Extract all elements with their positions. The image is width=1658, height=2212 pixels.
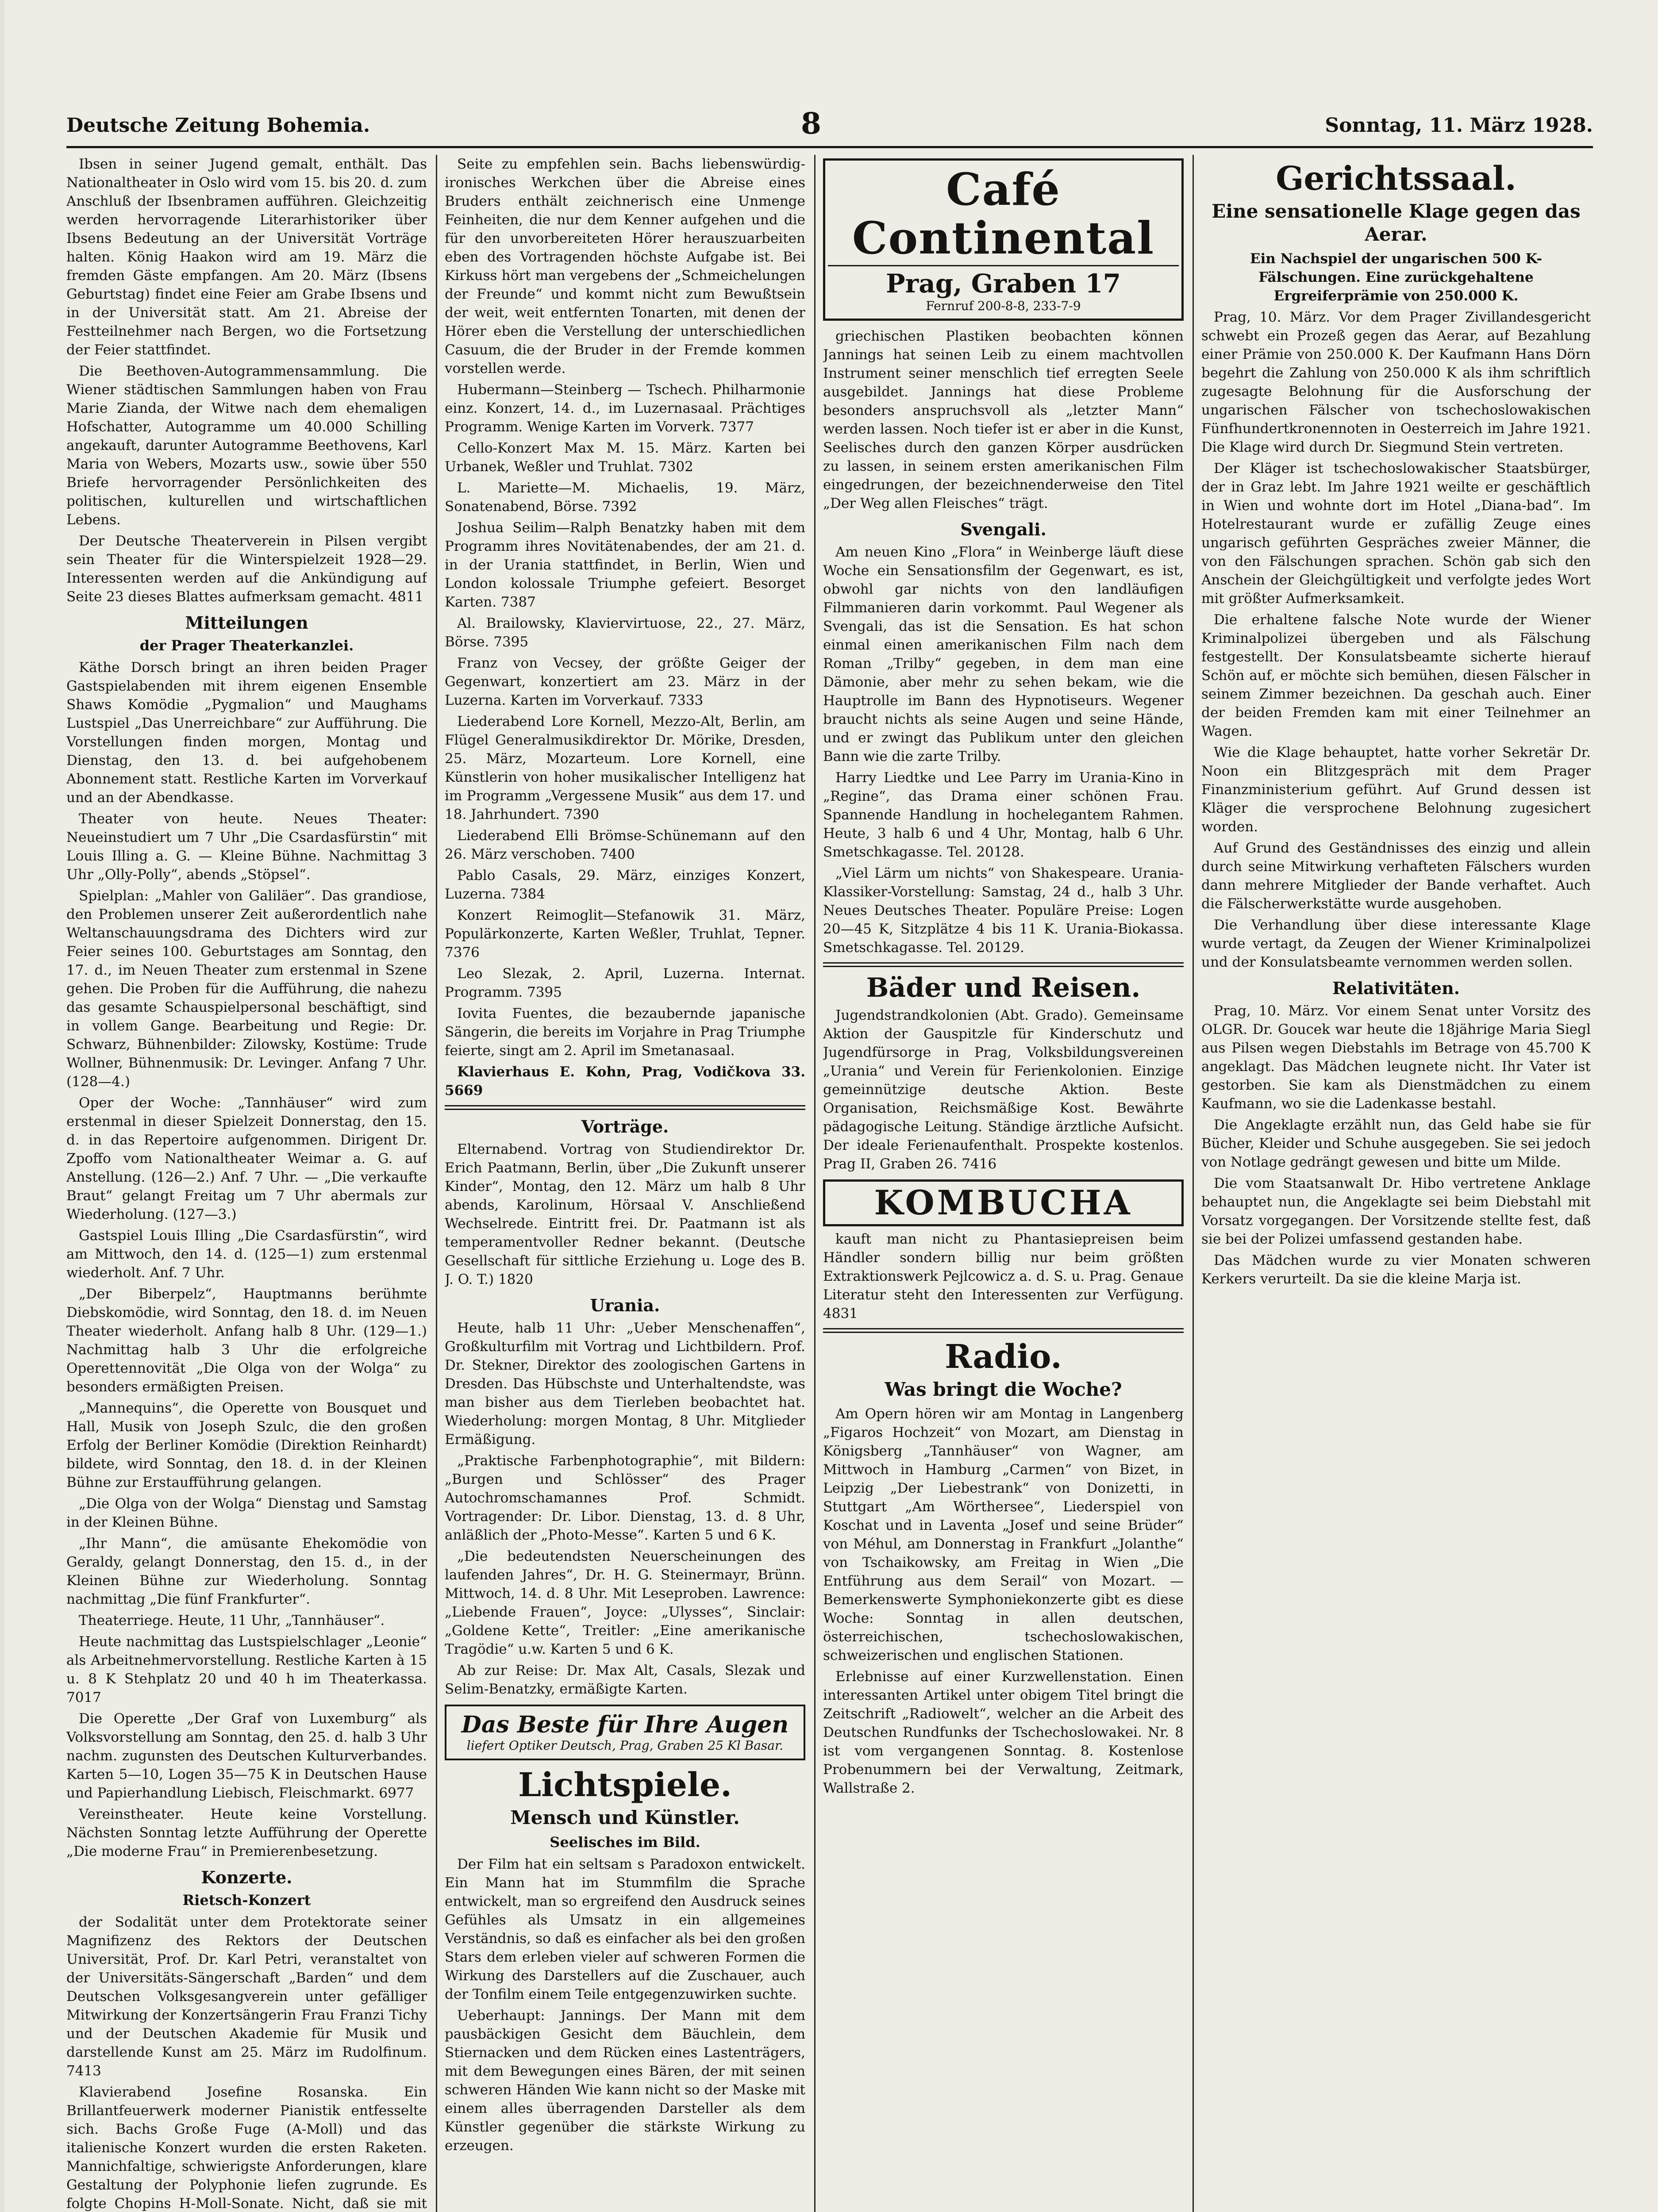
notice-olga: „Die Olga von der Wolga“ Dienstag und Samstag in der Kleinen Bühne. xyxy=(66,1496,427,1530)
section-subheading-rietsch: Rietsch-Konzert xyxy=(182,1892,311,1909)
notice-dorsch: Käthe Dorsch bringt an ihren beiden Prager Gastspielabenden mit ihrem eigenen Ensemble Shaws Komödie „Pygmalion“ und Maughams Lustspiel „Das Unerreichbare“ zur Aufführung. Die Vorstellungen finden morgen, Montag und Dienstag, den 13. d. bei aufgehobenem Abonnement statt. Restliche Karten im Vorverkauf und an der Abendkasse. xyxy=(66,660,427,806)
article-svengali: Am neuen Kino „Flora“ in Weinberge läuft diese Woche ein Sensationsfilm der Gegenwart, es ist, obwohl gar nichts von den landläufigen Filmmanieren darin vorkommt. Paul Wegener als Svengali, das ist die Sensation. Es hat schon einmal einen amerikanischen Film nach dem Roman „Trilby“ gegeben, in dem man eine Dämonie, aber mehr zu sehen bekam, wie die Hauptrolle im Bann des Hypnotiseurs. Wegener braucht nichts als seine Augen und seine Hände, und er zwingt das Publikum unter den gleichen Bann wie die zarte Trilby. xyxy=(823,544,1184,764)
advertisement-optiker xyxy=(445,1705,805,1760)
article-relativ-p1: Prag, 10. März. Vor einem Senat unter Vorsitz des OLGR. Dr. Goucek war heute die 18jährige Maria Siegl aus Pilsen wegen Diebstahls im Betrage von 45.700 K angeklagt. Das Mädchen leugnete nicht. Ihr Vater ist gestorben. Sie kam als Dienstmädchen zu einem Kaufmann, wo sie die Ladenkasse bestahl. xyxy=(1201,1003,1591,1112)
advertisement-kombucha: KOMBUCHA xyxy=(823,1179,1184,1226)
section-heading-gerichtssaal: Gerichtssaal. xyxy=(1276,160,1516,198)
page-edge-shadow xyxy=(0,0,4,2212)
section-heading-mitteilungen: Mitteilungen xyxy=(185,613,308,633)
article-subtitle-seelisches: Seelisches im Bild. xyxy=(550,1834,700,1851)
article-relativ-p4: Das Mädchen wurde zu vier Monaten schweren Kerkers verurteilt. Da sie die kleine Marja ist. xyxy=(1201,1252,1591,1287)
notice-biberpelz: „Der Biberpelz“, Hauptmanns berühmte Diebskomödie, wird Sonntag, den 18. d. im Neuen Theater wiederholt. Anfang halb 8 Uhr. (129—1.) Nachmittag halb 3 Uhr die erfolgreiche Operettennovität „Die Olga von der Wolga“ zu besonders ermäßigten Preisen. xyxy=(66,1286,427,1395)
column-3 xyxy=(823,155,1184,2212)
column-rule-1 xyxy=(436,155,437,2212)
masthead xyxy=(66,106,1593,148)
article-lead: Ein Nachspiel der ungarischen 500 K-Fälschungen. Eine zurückgehaltene Ergreiferprämie von 250.000 K. xyxy=(1250,251,1543,304)
ad-kombucha-text: kauft man nicht zu Phantasiepreisen beim Händler sondern billig nur beim größten Extraktionswerk Pejlcowicz a. d. S. u. Prag. Genaue Literatur steht den Interessenten zur Verfügung. 4831 xyxy=(823,1231,1184,1321)
section-heading-vortraege: Vorträge. xyxy=(581,1117,669,1137)
notice-kornell: Liederabend Lore Kornell, Mezzo-Alt, Berlin, am Flügel Generalmusikdirektor Dr. Mörike, Dresden, 25. März, Mozarteum. Lore Kornell, eine Künstlerin von hoher musikalischer Intelligenz hat im Programm „Vergessene Musik“ aus dem 17. und 18. Jahrhundert. 7390 xyxy=(445,714,805,822)
section-heading-baeder: Bäder und Reisen. xyxy=(866,972,1141,1003)
article-relativ-p2: Die Angeklagte erzählt nun, das Geld habe sie für Bücher, Kleider und Schuhe ausgegeben. Sie sei jedoch von Notlage gedrängt gewesen und bitte um Milde. xyxy=(1201,1117,1591,1170)
notice-vereinstheater: Vereinstheater. Heute keine Vorstellung. Nächsten Sonntag letzte Aufführung der Operette „Die moderne Frau“ in Premierenbesetzung. xyxy=(66,1806,427,1859)
issue-date: Sonntag, 11. März 1928. xyxy=(1325,114,1593,137)
notice-cello: Cello-Konzert Max M. 15. März. Karten bei Urbanek, Weßler und Truhlat. 7302 xyxy=(445,440,805,475)
divider xyxy=(445,1105,805,1110)
article-klage-p1: Prag, 10. März. Vor dem Prager Zivillandesgericht schwebt ein Prozeß gegen das Aerar, auf Bezahlung einer Prämie von 250.000 K. Der Kaufmann Hans Dörn begehrt die Zahlung von 250.000 K als ihm schriftlich zugesagte Belohnung für die Ausforschung der ungarischen Fälscher von tschechoslowakischen Fünfhundertkronennoten in Oesterreich im Jahre 1921. Die Klage wird durch Dr. Siegmund Stein vertreten. xyxy=(1201,309,1591,455)
section-heading-urania: Urania. xyxy=(590,1295,660,1315)
notice-farbenphotographie: „Praktische Farbenphotographie“, mit Bildern: „Burgen und Schlösser“ des Prager Autochromschamannes Prof. Schmidt. Vortragender: Dr. Libor. Dienstag, 13. d. 8 Uhr, anläßlich der „Photo-Messe“. Karten 5 und 6 K. xyxy=(445,1453,805,1543)
notice-graf-luxemburg: Die Operette „Der Graf von Luxemburg“ als Volksvorstellung am Sonntag, den 25. d. halb 3 Uhr nachm. zugunsten des Deutschen Kulturverbandes. Karten 5—10, Logen 35—75 K in Deutschen Hause und Papierhandlung Liebisch, Fleischmarkt. 6977 xyxy=(66,1711,427,1801)
article-klage-p5: Auf Grund des Geständnisses des einzig und allein durch seine Mitwirkung verhafteten Fälschers wurden dann mehrere Mitglieder der Bande verhaftet. Auch die Fälscherwerkstätte wurde ausgehoben. xyxy=(1201,840,1591,912)
article-relativ-p3: Die vom Staatsanwalt Dr. Hibo vertretene Anklage behauptet nun, die Angeklagte sei beim Diebstahl mit Vorsatz vorgegangen. Der Vorsitzende stellte fest, daß sie bei der Polizei umfassend gestanden habe. xyxy=(1201,1175,1591,1247)
section-heading-relativitaeten: Relativitäten. xyxy=(1332,978,1460,998)
article-jannings: Ueberhaupt: Jannings. Der Mann mit dem pausbäckigen Gesicht dem Bäuchlein, dem Stiernacken und dem Rücken eines Lastenträgers, mit dem Bewegungen eines Bären, der mit seinen schweren Händen Wie kann nicht so der Maske mit einem alles überragenden Darsteller als dem Künstler gegenüber die stärkste Wirkung zu erzeugen. xyxy=(445,2008,805,2154)
notice-mannequins: „Mannequins“, die Operette von Bousquet und Hall, Musik von Joseph Szulc, die den großen Erfolg der Berliner Komödie (Direktion Reinhardt) bildete, wird Sonntag, den 18. d. in der Kleinen Bühne zur Erstaufführung gelangen. xyxy=(66,1400,427,1490)
article-klage-p6: Die Verhandlung über diese interessante Klage wurde vertagt, da Zeugen der Wiener Kriminalpolizei und der Konsulatsbeamte vernommen werden sollen. xyxy=(1201,917,1591,970)
column-4 xyxy=(1201,155,1591,2212)
ad-optiker-title: Das Beste für Ihre Augen xyxy=(461,1711,789,1738)
notice-opera-week: Oper der Woche: „Tannhäuser“ wird zum erstenmal in dieser Spielzeit Donnerstag, den 15. d. in das Repertoire aufgenommen. Dirigent Dr. Zpoffo vom Nationaltheater Weimar a. G. auf Anstellung. (126—2.) Anf. 7 Uhr. — „Die verkaufte Braut“ gelangt Freitag um 7 Uhr abermals zur Wiederholung. (127—3.) xyxy=(66,1095,427,1222)
page-number: 8 xyxy=(801,106,821,141)
column-2 xyxy=(445,155,805,2212)
notice-selim-benatzky: Joshua Seilim—Ralph Benatzky haben mit dem Programm ihres Novitätenabendes, der am 21. d. in der Urania stattfindet, in Berlin, Wien und London kolossale Triumphe gefeiert. Besorget Karten. 7387 xyxy=(445,520,805,610)
notice-menschenaffen: Heute, halb 11 Uhr: „Ueber Menschenaffen“, Großkulturfilm mit Vortrag und Lichtbildern. Prof. Dr. Stekner, Direktor des zoologischen Gartens in Dresden. Das Hübschste und Unterhaltendste, was man bisher aus dem Tierleben beobachtet hat. Wiederholung: morgen Montag, 8 Uhr. Mitglieder Ermäßigung. xyxy=(445,1320,805,1448)
article-ibsen: Ibsen in seiner Jugend gemalt, enthält. Das Nationaltheater in Oslo wird vom 15. bis 20. d. zum Anschluß der Ibsenbramen aufführen. Gleichzeitig werden hervorragende Literarhistoriker über Ibsens Bedeutung an der Universität Vorträge halten. König Haakon wird am 19. März die fremden Gäste empfangen. Am 20. März (Ibsens Geburtstag) findet eine Feier am Grabe Ibsens und in der Universität statt. Am 21. Abreise der Festteilnehmer nach Bergen, wo die Fortsetzung der Feier stattfindet. xyxy=(66,156,427,358)
notice-fuentes: Iovita Fuentes, die bezaubernde japanische Sängerin, die bereits im Vorjahre in Prag Triumphe feierte, singt am 2. April im Smetanasaal. xyxy=(445,1006,805,1059)
ad-cafe-title: Café Continental xyxy=(852,163,1155,264)
notice-reimoglit: Konzert Reimoglit—Stefanowik 31. März, Populärkonzerte, Karten Weßler, Truhlat, Tepner. 7376 xyxy=(445,907,805,960)
article-klage-p2: Der Kläger ist tschechoslowakischer Staatsbürger, der in Graz lebt. Im Jahre 1921 weilte er geschäftlich in Wien und wohnte dort im Hotel „Diana-bad“. Im Hotelrestaurant wurde er zufällig Zeuge eines ungarisch geführten Gespräches zweier Männer, die von den Fälschungen sprachen. Schön gab sich den Anschein der Gleichgültigkeit und verfolgte jedes Wort mit größter Aufmerksamkeit. xyxy=(1201,461,1591,607)
notice-theaterverein: Der Deutsche Theaterverein in Pilsen vergibt sein Theater für die Winterspielzeit 1928—29. Interessenten werden auf die Ankündigung auf Seite 23 dieses Blattes aufmerksam gemacht. 4811 xyxy=(66,533,427,605)
notice-rietsch-konzert: der Sodalität unter dem Protektorate seiner Magnifizenz des Rektors der Deutschen Universität, Prof. Dr. Karl Petri, veranstaltet von der Universitäts-Sängerschaft „Barden“ und dem Deutschen Volksgesangverein unter gefälliger Mitwirkung der Konzertsängerin Frau Franzi Tichy und der Deutschen Akademie für Musik und darstellende Kunst am 25. März im Rudolfinum. 7413 xyxy=(66,1914,427,2079)
section-heading-svengali: Svengali. xyxy=(960,519,1046,539)
article-klage-p4: Wie die Klage behauptet, hatte vorher Sekretär Dr. Noon ein Blitzgespräch mit dem Prager Finanzministerium geführt. Auf Grund dessen ist Kläger die versprochene Belohnung zugesichert worden. xyxy=(1201,745,1591,835)
notice-theaterriege: Theaterriege. Heute, 11 Uhr, „Tannhäuser“. xyxy=(79,1613,385,1628)
notice-leonie: Heute nachmittag das Lustspielschlager „Leonie“ als Arbeitnehmervorstellung. Restliche Karten à 15 u. 8 K Stehplatz 20 und 40 h im Theaterkassa. 7017 xyxy=(66,1634,427,1705)
article-klage-p3: Die erhaltene falsche Note wurde der Wiener Kriminalpolizei übergeben und als Fälschung festgestellt. Der Konsulatsbeamte sicherte hierauf Schön auf, er möchte sich bemühen, diesen Fälscher in seinem Zimmer bezeichnen. Da geschah auch. Einer der beiden Fremden kam mit einer Teilnehmer an Wagen. xyxy=(1201,612,1591,739)
section-heading-radio: Radio. xyxy=(945,1338,1062,1376)
column-1 xyxy=(66,155,427,2212)
notice-viel-laerm: „Viel Lärm um nichts“ von Shakespeare. Urania-Klassiker-Vorstellung: Samstag, 24 d., halb 3 Uhr. Neues Deutsches Theater. Populäre Preise: Logen 20—45 K, Sitzplätze 4 bis 11 K. Urania-Biokassa. Smetschkagasse. Tel. 20129. xyxy=(823,865,1184,956)
ad-cafe-address: Prag, Graben 17 xyxy=(828,265,1179,298)
notice-brailowsky: Al. Brailowsky, Klaviervirtuose, 22., 27. März, Börse. 7395 xyxy=(445,615,805,650)
notice-reise: Ab zur Reise: Dr. Max Alt, Casals, Slezak und Selim-Benatzky, ermäßigte Karten. xyxy=(445,1663,805,1697)
notice-ihr-mann: „Ihr Mann“, die amüsante Ehekomödie von Geraldy, gelangt Donnerstag, den 15. d., in der Kleinen Bühne zur Wiederholung. Sonntag nachmittag „Die fünf Frankfurter“. xyxy=(66,1536,427,1607)
ad-optiker-line: liefert Optiker Deutsch, Prag, Graben 25 Kl Basar. xyxy=(466,1738,784,1753)
article-radio-program: Am Opern hören wir am Montag in Langenberg „Figaros Hochzeit“ von Mozart, am Dienstag in Königsberg „Tannhäuser“ von Wagner, am Mittwoch in Hamburg „Carmen“ von Bizet, in Leipzig „Der Liebestrank“ von Donizetti, in Stuttgart „Am Wörthersee“, Liederspiel von Koschat und in Laventa „Josef und seine Brüder“ von Méhul, am Donnerstag in Frankfurt „Jolanthe“ von Tschaikowsky, am Freitag in Wien „Die Entführung aus dem Serail“ von Mozart. — Bemerkenswerte Symphoniekonzerte gibt es diese Woche: Sonntag in allen deutschen, österreichischen, tschechoslowakischen, schweizerischen und englischen Stationen. xyxy=(823,1406,1184,1663)
divider xyxy=(823,962,1184,967)
section-heading-konzerte: Konzerte. xyxy=(201,1867,292,1887)
article-jannings-continued: griechischen Plastiken beobachten können Jannings hat seinen Leib zu einem machtvollen Instrument seiner menschlich tief erregten Seele ausgebildet. Jannings hat diese Probleme besonders anspruchsvoll als „letzter Mann“ werden lassen. Noch tiefer ist er aber in die Kunst, Seelisches durch den ganzen Körper ausdrücken zu lassen, in seinem ersten amerikanischen Film eingedrungen, der bezeichnenderweise den Titel „Der Weg allen Fleisches“ trägt. xyxy=(823,328,1184,511)
notice-casals: Pablo Casals, 29. März, einziges Konzert, Luzerna. 7384 xyxy=(445,868,805,902)
notice-hubermann: Hubermann—Steinberg — Tschech. Philharmonie einz. Konzert, 14. d., im Luzernasaal. Prächtiges Programm. Wenige Karten im Vorverk. 7377 xyxy=(445,382,805,435)
notice-vecsey: Franz von Vecsey, der größte Geiger der Gegenwart, konzertiert am 23. März in der Luzerna. Karten im Vorverkauf. 7333 xyxy=(445,655,805,708)
article-title-woche: Was bringt die Woche? xyxy=(885,1379,1122,1400)
review-bach-continued: Seite zu empfehlen sein. Bachs liebenswürdig-ironisches Werkchen über die Abreise eines Bruders enthält zeichnerisch eine Unmenge Feinheiten, die nur dem Kenner aufgehen und die für den unvorbereiteten Hörer herauszuarbeiten eben des Vortragenden höchste Aufgabe ist. Bei Kirkuss hört man vergebens der „Schmeichelungen der Freunde“ und kommt nicht zum Bewußtsein der weit, weit entfernten Tonarten, mit denen der Hörer eben die Verstellung der unterschiedlichen Casuum, die der Bruder in der Fremde kommen vorstellen werde. xyxy=(445,156,805,376)
ad-cafe-phone: Fernruf 200-8-8, 233-7-9 xyxy=(926,299,1081,313)
article-autographs: Die Beethoven-Autogrammensammlung. Die Wiener städtischen Sammlungen haben von Frau Marie Zianda, der Witwe nach dem ehemaligen Hofschatter, Autogramme um 40.000 Schilling angekauft, darunter Autogramme Beethovens, Karl Maria von Webers, Mozarts usw., sowie über 550 Briefe hervorragender Persönlichkeiten des politischen, kulturellen und wirtschaftlichen Lebens. xyxy=(66,363,427,528)
notice-liedtke: Harry Liedtke und Lee Parry im Urania-Kino in „Regine“, das Drama einer schönen Frau. Spannende Handlung in hochelegantem Rahmen. Heute, 3 halb 6 und 4 Uhr, Montag, halb 6 Uhr. Smetschkagasse. Tel. 20128. xyxy=(823,770,1184,860)
section-heading-lichtspiele: Lichtspiele. xyxy=(518,1766,732,1804)
notice-mariette: L. Mariette—M. Michaelis, 19. März, Sonatenabend, Börse. 7392 xyxy=(445,480,805,515)
column-rule-2 xyxy=(814,155,816,2212)
notice-jugendstrandkolonien: Jugendstrandkolonien (Abt. Grado). Gemeinsame Aktion der Gauspitzle für Kinderschutz und Jugendfürsorge in Prag, Volksbildungsvereinen „Urania“ und Verein für Ferienkolonien. Einzige gemeinnützige deutsche Aktion. Beste Organisation, Reichsmäßige Kost. Bewährte pädagogische Leitung. Ständige ärztliche Aufsicht. Der ideale Ferienaufenthalt. Prospekte kostenlos. Prag II, Graben 26. 7416 xyxy=(823,1007,1184,1172)
notice-klavierhaus: Klavierhaus E. Kohn, Prag, Vodičkova 33. 5669 xyxy=(445,1064,805,1098)
notice-elternabend: Elternabend. Vortrag von Studiendirektor Dr. Erich Paatmann, Berlin, über „Die Zukunft unserer Kinder“, Montag, den 12. März um halb 8 Uhr abends, Karolinum, Hörsaal V. Anschließend Wechselrede. Eintritt frei. Dr. Paatmann ist als temperamentvoller Redner bekannt. (Deutsche Gesellschaft für sittliche Erziehung u. Loge des B. J. O. T.) 1820 xyxy=(445,1141,805,1287)
column-rule-3 xyxy=(1193,155,1194,2212)
notice-slezak: Leo Slezak, 2. April, Luzerna. Internat. Programm. 7395 xyxy=(445,966,805,1000)
notice-illing: Gastspiel Louis Illing „Die Csardasfürstin“, wird am Mittwoch, den 14. d. (125—1) zum erstenmal wiederholt. Anf. 7 Uhr. xyxy=(66,1228,427,1281)
article-film-paradox: Der Film hat ein seltsam s Paradoxon entwickelt. Ein Mann hat im Stummfilm die Sprache entwickelt, man so ergreifend den Ausdruck seines Gefühles als Umsatz in ein allgemeines Verständnis, so daß es einfacher als bei den großen Stars dem erleben vieler auf schweren Formen die Wirkung des Darstellers auf die Zuschauer, auch der Tonfilm einem Teile entgegenzuwirken suchte. xyxy=(445,1856,805,2002)
advertisement-cafe-continental xyxy=(823,158,1184,321)
divider xyxy=(823,1328,1184,1333)
notice-kurzwellenstation: Erlebnisse auf einer Kurzwellenstation. Einen interessanten Artikel unter obigem Titel bringt die Zeitschrift „Radiowelt“, welcher an die Arbeit des Deutschen Rundfunks der Tschechoslowakei. Nr. 8 ist vom vergangenen Sonntag. 8. Kostenlose Probenummern bei der Verwaltung, Zeitmark, Wallstraße 2. xyxy=(823,1669,1184,1796)
notice-broemse: Liederabend Elli Brömse-Schünemann auf den 26. März verschoben. 7400 xyxy=(445,828,805,862)
notice-spielplan: Spielplan: „Mahler von Galiläer“. Das grandiose, den Problemen unserer Zeit außerordentlich nahe Weltanschauungsdrama des Dichters wird zur Feier seines 100. Geburtstages am Sonntag, den 17. d., im Neuen Theater zum erstenmal in Szene gehen. Die Proben für die Aufführung, die nahezu das gesamte Schauspielpersonal beschäftigt, sind in vollem Gange. Bearbeitung und Regie: Dr. Schwarz, Bühnenbilder: Zilowsky, Kostüme: Trude Wollner, Bühnenmusik: Dr. Levinger. Anfang 7 Uhr. (128—4.) xyxy=(66,888,427,1090)
section-subheading-theaterkanzlei: der Prager Theaterkanzlei. xyxy=(139,637,354,654)
notice-theater-today: Theater von heute. Neues Theater: Neueinstudiert um 7 Uhr „Die Csardasfürstin“ mit Louis Illing a. G. — Kleine Bühne. Nachmittag 3 Uhr „Olly-Polly“, abends „Stöpsel“. xyxy=(66,811,427,883)
newspaper-name: Deutsche Zeitung Bohemia. xyxy=(66,114,370,137)
article-title-klage: Eine sensationelle Klage gegen das Aerar. xyxy=(1212,200,1581,245)
review-rosanska: Klavierabend Josefine Rosanska. Ein Brillantfeuerwerk moderner Pianistik entfesselte sich. Bachs Große Fuge (A-Moll) und das italienische Konzert wurden die ersten Raketen. Mannichfaltige, schwierigste Anforderungen, klare Gestaltung der Polyphonie liefen zugrunde. Es folgte Chopins H-Moll-Sonate. Nicht, daß sie mit xyxy=(66,2084,427,2212)
article-title-mensch-kuenstler: Mensch und Künstler. xyxy=(510,1807,740,1828)
notice-neuerscheinungen: „Die bedeutendsten Neuerscheinungen des laufenden Jahres“, Dr. H. G. Steinermayr, Brünn. Mittwoch, 14. d. 8 Uhr. Mit Leseproben. Lawrence: „Liebende Frauen“, Joyce: „Ulysses“, Sinclair: „Goldene Kette“, Treitler: „Eine amerikanische Tragödie“ u.w. Karten 5 und 6 K. xyxy=(445,1548,805,1657)
